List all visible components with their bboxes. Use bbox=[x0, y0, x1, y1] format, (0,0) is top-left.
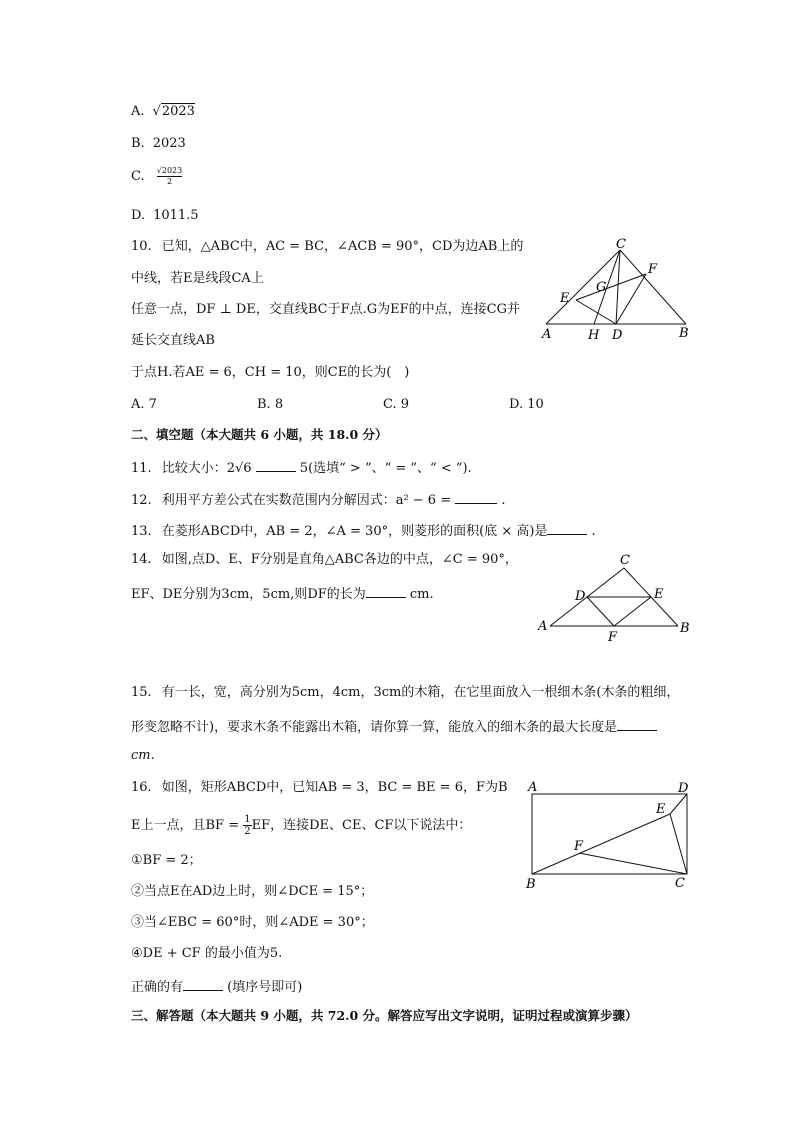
fraction-numerator: √2023 bbox=[156, 166, 183, 175]
point-label-f: F bbox=[608, 630, 618, 645]
q16-answer bbox=[131, 976, 302, 997]
question-number: 12. bbox=[131, 493, 152, 508]
question-text: 正确的有 bbox=[131, 980, 184, 995]
segment-fc bbox=[579, 853, 687, 874]
q16-item-1: ①BF = 2； bbox=[131, 853, 202, 868]
question-text: 如图，矩形ABCD中，已知AB = 3，BC = BE = 6，F为B bbox=[161, 780, 508, 795]
question-text: EF、DE分别为3cm，5cm,则DF的长为 bbox=[131, 587, 366, 602]
segment-ed bbox=[576, 300, 616, 324]
question-text: 形变忽略不计)，要求木条不能露出木箱，请你算一算，能放入的细木条的最大长度是 bbox=[131, 720, 618, 735]
option-label: A. bbox=[131, 397, 145, 412]
q10-line1 bbox=[131, 238, 523, 256]
point-label-b: B bbox=[679, 326, 689, 341]
answer-blank[interactable] bbox=[455, 489, 497, 504]
question-text: . bbox=[591, 524, 596, 539]
q12 bbox=[131, 489, 506, 510]
point-label-b: B bbox=[680, 621, 690, 636]
q16-figure bbox=[522, 778, 697, 890]
q10-figure bbox=[536, 238, 696, 342]
question-number: 14. bbox=[131, 552, 152, 567]
question-number: 13. bbox=[131, 524, 152, 539]
segment-df bbox=[587, 597, 614, 626]
question-text: . bbox=[501, 493, 506, 508]
q9-option-d bbox=[131, 207, 199, 225]
point-label-c: C bbox=[620, 553, 630, 568]
question-text: EF，连接DE、CE、CF以下说法中： bbox=[251, 818, 472, 833]
q14-line2 bbox=[131, 583, 434, 604]
point-label-h: H bbox=[588, 328, 600, 342]
point-label-d: D bbox=[678, 781, 689, 796]
segment-ac bbox=[546, 250, 620, 324]
point-label-c: C bbox=[675, 876, 685, 890]
q15-line1 bbox=[131, 684, 679, 702]
q15-line3: cm. bbox=[131, 748, 155, 763]
point-label-b: B bbox=[526, 877, 536, 890]
question-text: (填序号即可) bbox=[227, 980, 303, 995]
fraction bbox=[243, 814, 251, 837]
q10-option-a bbox=[131, 396, 157, 414]
q16-line2 bbox=[131, 814, 471, 837]
option-value: 2023 bbox=[161, 104, 195, 119]
answer-blank[interactable] bbox=[547, 520, 587, 535]
question-text: 在菱形ABCD中，AB = 2，∠A = 30°，则菱形的面积(底 × 高)是 bbox=[161, 524, 548, 539]
q16-line1 bbox=[131, 779, 508, 797]
point-label-f: F bbox=[574, 839, 584, 854]
q15-line2 bbox=[131, 716, 657, 737]
point-label-e: E bbox=[656, 802, 666, 817]
question-number: 11. bbox=[131, 461, 152, 476]
point-label-d: D bbox=[612, 328, 623, 342]
question-text: 有一长，宽，高分别为5cm，4cm，3cm的木箱，在它里面放入一根细木条(木条的粗细， bbox=[161, 685, 680, 700]
q10-option-c bbox=[383, 396, 409, 414]
fraction-numerator: 1 bbox=[244, 814, 251, 825]
q14-line1 bbox=[131, 551, 518, 569]
q10-line3: 任意一点，DF ⊥ DE，交直线BC于F点.G为EF的中点，连接CG并 bbox=[131, 302, 520, 317]
point-label-g: G bbox=[596, 280, 607, 295]
q9-option-b bbox=[131, 135, 186, 153]
q11 bbox=[131, 457, 472, 478]
option-label: D. bbox=[509, 397, 524, 412]
q10-line4: 延长交直线AB bbox=[131, 333, 215, 348]
question-number: 10. bbox=[131, 239, 152, 254]
point-label-e: E bbox=[654, 587, 664, 602]
option-label: C. bbox=[131, 168, 145, 184]
option-label: B. bbox=[131, 136, 145, 151]
q16-item-3: ③当∠EBC = 60°时，则∠ADE = 30°； bbox=[131, 915, 374, 930]
q10-option-b bbox=[257, 396, 283, 414]
option-label: D. bbox=[131, 208, 146, 223]
question-text: 比较大小：2√6 bbox=[161, 461, 252, 476]
option-label: C. bbox=[383, 397, 397, 412]
option-value: 1011.5 bbox=[153, 208, 199, 223]
option-value: 8 bbox=[274, 397, 284, 412]
point-label-d: D bbox=[575, 589, 586, 604]
answer-blank[interactable] bbox=[617, 716, 657, 731]
option-value: 9 bbox=[400, 397, 410, 412]
question-text: cm. bbox=[409, 587, 434, 602]
point-label-e: E bbox=[560, 291, 570, 306]
option-label: A. bbox=[131, 104, 145, 119]
segment-fd bbox=[616, 274, 646, 324]
question-text: 5(选填“ > ”、“ = ”、“ < ”). bbox=[299, 461, 472, 476]
q10-line2: 中线，若E是线段CA上 bbox=[131, 271, 264, 286]
question-number: 16. bbox=[131, 780, 152, 795]
option-label: B. bbox=[257, 397, 271, 412]
answer-blank[interactable] bbox=[183, 976, 223, 991]
point-label-c: C bbox=[616, 238, 626, 252]
segment-ef bbox=[614, 597, 651, 626]
question-text: 如图,点D、E、F分别是直角△ABC各边的中点，∠C = 90°， bbox=[161, 552, 518, 567]
option-value: 7 bbox=[148, 397, 157, 412]
point-label-a: A bbox=[542, 327, 552, 342]
segment-ed bbox=[670, 794, 687, 814]
point-label-a: A bbox=[528, 780, 538, 795]
q10-line5: 于点H.若AE = 6，CH = 10，则CE的长为( ) bbox=[131, 365, 410, 380]
question-text: 利用平方差公式在实数范围内分解因式：a² − 6 = bbox=[161, 493, 452, 508]
point-label-a: A bbox=[538, 619, 548, 634]
option-value: 2023 bbox=[152, 136, 186, 151]
option-value: 10 bbox=[527, 397, 544, 412]
q9-option-a bbox=[131, 103, 195, 121]
section-3-heading: 三、解答题（本大题共 9 小题，共 72.0 分。解答应写出文字说明，证明过程或演算步骤） bbox=[131, 1008, 638, 1023]
question-text: E上一点，且BF = bbox=[131, 818, 240, 833]
segment-be bbox=[532, 814, 670, 874]
answer-blank[interactable] bbox=[256, 457, 296, 472]
section-2-heading: 二、填空题（本大题共 6 小题，共 18.0 分） bbox=[131, 427, 388, 442]
segment-ef bbox=[576, 274, 646, 300]
question-number: 15. bbox=[131, 685, 152, 700]
q10-option-d bbox=[509, 396, 544, 414]
segment-ec bbox=[670, 814, 687, 874]
q14-figure bbox=[532, 548, 697, 648]
fraction bbox=[157, 166, 182, 187]
point-label-f: F bbox=[648, 262, 658, 277]
question-text: 已知，△ABC中，AC = BC，∠ACB = 90°，CD为边AB上的 bbox=[161, 239, 524, 254]
q9-option-c bbox=[131, 166, 182, 187]
q13 bbox=[131, 520, 596, 541]
fraction-denominator: 2 bbox=[166, 177, 173, 186]
sqrt-sign: √ bbox=[152, 104, 161, 119]
answer-blank[interactable] bbox=[366, 583, 406, 598]
q16-item-4: ④DE + CF 的最小值为5. bbox=[131, 946, 283, 961]
q16-item-2: ②当点E在AD边上时，则∠DCE = 15°； bbox=[131, 884, 374, 899]
fraction-denominator: 2 bbox=[244, 826, 251, 837]
